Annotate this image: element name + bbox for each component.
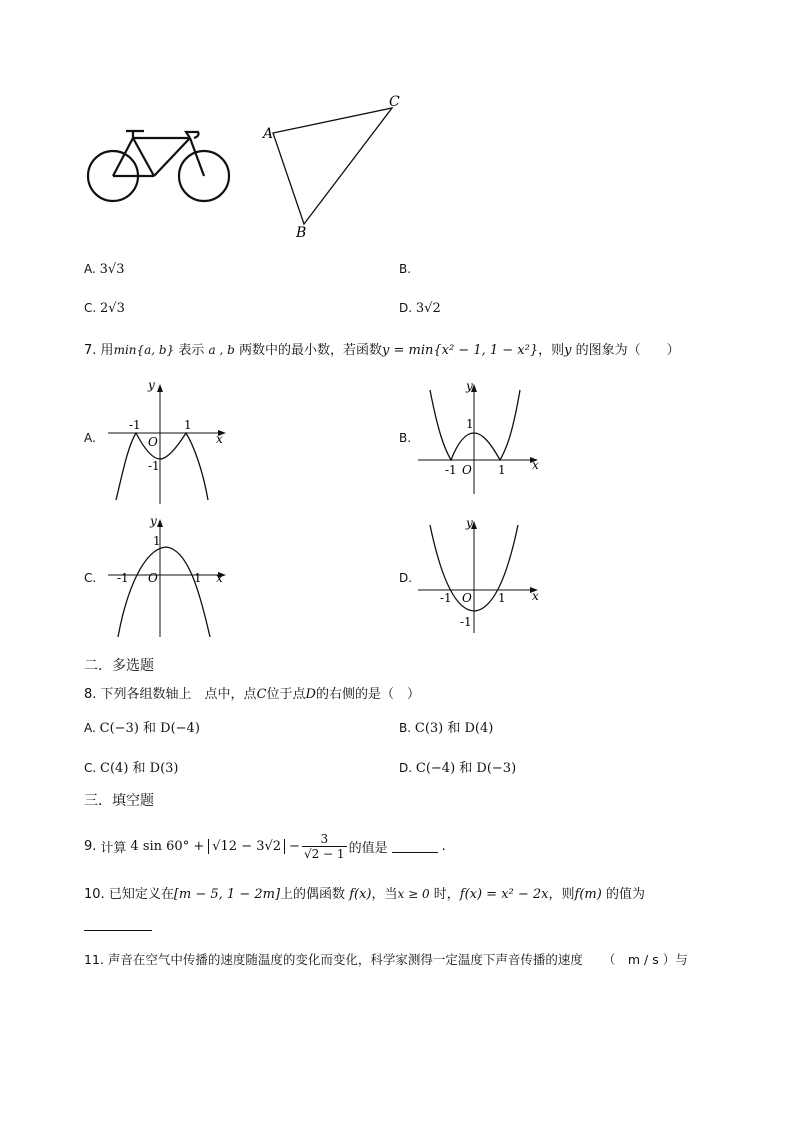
q8-option-d-value: C(−4) 和 D(−3)	[415, 761, 517, 776]
q9-prefix: 计算	[100, 840, 127, 856]
triangle-vertex-c: C	[389, 94, 400, 110]
q11-unit: （ m / s ）与	[602, 952, 688, 967]
q9-fraction	[304, 832, 345, 861]
q10-part-2: ，当	[371, 887, 398, 902]
q7-c-x-label: x	[216, 571, 223, 585]
q8-stem	[84, 683, 420, 702]
q8-stem-part-c: 的右侧的是（ ）	[315, 687, 420, 702]
q7-option-b-letter: B.	[399, 431, 412, 445]
q7-a-x-label: x	[216, 432, 223, 446]
q7-min-expression: min{a, b}	[113, 343, 175, 357]
q8-option-d	[399, 757, 516, 776]
q6-option-c-value: 2√3	[100, 301, 125, 316]
q8-stem-part-b: 位于点	[266, 687, 306, 702]
q7-d-tick-neg1: -1	[440, 591, 452, 605]
q7-graph-a	[108, 376, 238, 506]
q9-answer-blank[interactable]	[392, 840, 438, 853]
q7-function: y = min{x² − 1, 1 − x²}	[381, 343, 539, 358]
q7-option-c-letter: C.	[84, 571, 97, 585]
q7-stem-part-d: ，则	[538, 343, 565, 358]
q9-minus: −	[289, 838, 300, 854]
q8-number: 8.	[84, 687, 97, 702]
q7-d-x-label: x	[532, 589, 539, 603]
q8-option-a	[84, 717, 200, 736]
q7-a-y-label: y	[148, 378, 155, 392]
q7-d-y-tick-neg1: -1	[460, 615, 472, 629]
q7-c-y-label: y	[150, 514, 157, 528]
q7-a-y-tick-neg1: -1	[148, 459, 160, 473]
q10-part-4: ，则	[548, 887, 575, 902]
q7-ab: a , b	[208, 343, 235, 357]
q7-stem-part-e: 的图象为（ ）	[575, 343, 680, 358]
q10-fx: f(x)	[349, 887, 372, 902]
q8-option-b	[399, 717, 493, 736]
q6-option-d	[399, 301, 441, 316]
q9-suffix: 的值是	[348, 840, 388, 856]
q8-option-c	[84, 757, 179, 776]
q8-option-b-letter: B.	[399, 721, 412, 735]
q9-number: 9.	[84, 838, 97, 854]
q7-y: y	[564, 343, 572, 358]
q8-point-d: D	[305, 687, 316, 702]
q7-b-tick-1: 1	[498, 463, 506, 477]
q8-stem-part-a: 下列各组数轴上 点中，点	[100, 687, 257, 702]
q11-number: 11.	[84, 952, 104, 967]
q10-number: 10.	[84, 887, 105, 902]
q7-stem-part-c: 两数中的最小数，若函数	[238, 343, 382, 358]
q10-fm: f(m)	[574, 887, 602, 902]
q7-a-tick-neg1: -1	[129, 418, 141, 432]
q7-d-tick-1: 1	[498, 591, 506, 605]
q7-option-d-letter: D.	[399, 571, 413, 585]
q8-option-c-letter: C.	[84, 761, 97, 775]
q7-b-x-label: x	[532, 458, 539, 472]
q6-option-a	[84, 262, 124, 277]
triangle-abc-figure	[262, 92, 412, 242]
q10-answer-blank[interactable]	[84, 930, 152, 931]
q7-a-tick-1: 1	[184, 418, 192, 432]
q7-d-origin: O	[462, 591, 472, 605]
q7-a-origin: O	[148, 435, 158, 449]
q9-sin-term: 4 sin 60° +	[130, 838, 205, 854]
q7-graph-b	[416, 376, 546, 506]
q8-option-c-value: C(4) 和 D(3)	[100, 761, 179, 776]
q7-number: 7.	[84, 343, 97, 358]
q10-prefix: 已知定义在	[108, 887, 174, 902]
q10-interval: [m − 5, 1 − 2m]	[173, 887, 281, 902]
q6-option-c-letter: C.	[84, 301, 97, 315]
section-3-title: 三．填空题	[84, 793, 154, 809]
q6-option-c	[84, 301, 125, 316]
q11-stem	[84, 950, 688, 968]
q6-option-d-value: 3√2	[415, 301, 441, 316]
section-2-title: 二．多选题	[84, 658, 154, 674]
q9-stem: 9. 计算 4 sin 60° + √12 − 3√2 − $\frac{3}{√2 - 1}$ 的值是 .	[84, 831, 446, 861]
q9-absolute-value: √12 − 3√2	[208, 839, 285, 854]
q6-option-b-letter: B.	[399, 262, 412, 276]
q10-stem	[84, 883, 645, 902]
q11-text: 声音在空气中传播的速度随温度的变化而变化，科学家测得一定温度下声音传播的速度	[107, 952, 583, 967]
q10-condition: x ≥ 0	[397, 887, 430, 901]
q8-option-b-value: C(3) 和 D(4)	[414, 721, 494, 736]
q9-fraction-denominator: √2 − 1	[303, 846, 345, 861]
q10-suffix: 的值为	[605, 887, 645, 902]
q6-option-b	[399, 262, 411, 277]
q8-point-c: C	[256, 687, 267, 702]
q7-d-y-label: y	[466, 516, 473, 530]
q7-b-y-label: y	[466, 379, 473, 393]
q7-stem	[84, 339, 680, 358]
q7-c-tick-neg1: -1	[117, 571, 129, 585]
q7-graph-c	[108, 513, 238, 643]
q7-b-y-tick-1: 1	[466, 417, 474, 431]
bicycle-figure	[86, 126, 236, 206]
bicycle-frame	[113, 131, 204, 176]
q7-graph-d	[416, 513, 546, 643]
q6-option-a-letter: A.	[84, 262, 96, 276]
q7-option-a-letter: A.	[84, 431, 96, 445]
q8-option-a-letter: A.	[84, 721, 96, 735]
q9-fraction-numerator: 3	[302, 832, 347, 847]
q6-option-a-value: 3√3	[99, 262, 125, 277]
q8-option-a-value: C(−3) 和 D(−4)	[99, 721, 200, 736]
q7-stem-part-a: 用	[100, 343, 114, 358]
q8-option-d-letter: D.	[399, 761, 413, 775]
q7-c-origin: O	[148, 571, 158, 585]
q10-definition: f(x) = x² − 2x	[459, 887, 549, 902]
q10-part-1: 上的偶函数	[280, 887, 346, 902]
q7-b-tick-neg1: -1	[445, 463, 457, 477]
q7-c-tick-1: 1	[194, 571, 202, 585]
triangle-vertex-b: B	[296, 225, 307, 241]
q7-b-origin: O	[462, 463, 472, 477]
q10-part-3: 时，	[433, 887, 460, 902]
triangle-vertex-a: A	[263, 126, 274, 142]
q7-stem-part-b: 表示	[178, 343, 205, 358]
q7-c-y-tick-1: 1	[153, 534, 161, 548]
q6-option-d-letter: D.	[399, 301, 413, 315]
